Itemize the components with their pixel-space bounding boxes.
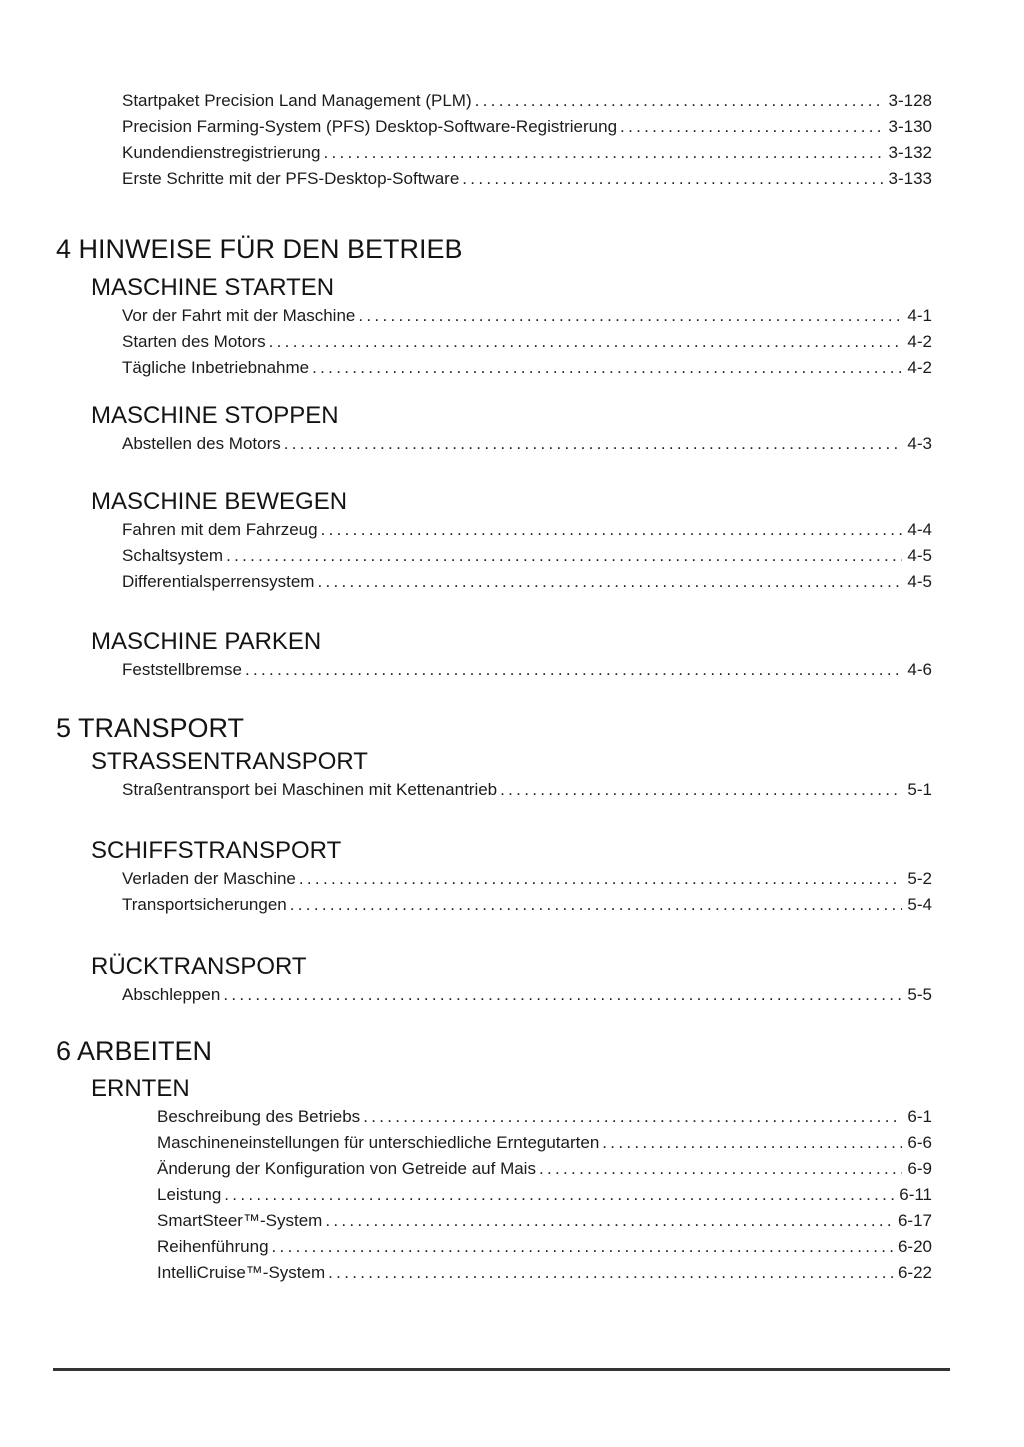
toc-entry-page: 5-2 — [907, 869, 932, 888]
toc-entry-title: Startpaket Precision Land Management (PLM) — [122, 91, 472, 110]
toc-entry-title: Feststellbremse — [122, 660, 242, 679]
dot-leader — [539, 1156, 902, 1182]
dot-leader — [328, 1260, 893, 1286]
toc-entry-title: Kundendienstregistrierung — [122, 143, 321, 162]
section-heading-ernten: ERNTEN — [91, 1075, 190, 1102]
toc-entry-title: Reihenführung — [157, 1237, 269, 1256]
chapter-heading-4: 4 HINWEISE FÜR DEN BETRIEB — [56, 234, 463, 264]
toc-entry-row — [122, 517, 932, 543]
dot-leader — [602, 1130, 902, 1156]
toc-entry-page: 6-9 — [907, 1159, 932, 1178]
dot-leader — [224, 1182, 894, 1208]
toc-entry-title: Erste Schritte mit der PFS-Desktop-Software — [122, 169, 460, 188]
section-heading-maschine-starten: MASCHINE STARTEN — [91, 274, 335, 301]
toc-entry-row — [122, 355, 932, 381]
toc-entry-row — [122, 982, 932, 1008]
toc-entry-page: 6-1 — [907, 1107, 932, 1126]
dot-leader — [272, 1234, 893, 1260]
toc-entry-title: Änderung der Konfiguration von Getreide auf Mais — [157, 1159, 536, 1178]
toc-intro-block — [0, 88, 1024, 192]
toc-entry-page: 5-4 — [907, 895, 932, 914]
toc-entry-page: 6-11 — [899, 1185, 932, 1204]
toc-entry-row — [157, 1156, 932, 1182]
dot-leader — [299, 866, 903, 892]
toc-entry-title: Leistung — [157, 1185, 222, 1204]
toc-entry-row — [122, 140, 932, 166]
toc-entry-page: 4-1 — [907, 306, 932, 325]
toc-entry-row — [122, 657, 932, 683]
dot-leader — [284, 431, 903, 457]
dot-leader — [269, 329, 903, 355]
toc-entry-page: 6-6 — [907, 1133, 932, 1152]
toc-entry-row — [122, 431, 932, 457]
section-heading-maschine-bewegen: MASCHINE BEWEGEN — [91, 488, 348, 515]
toc-entry-page: 6-17 — [897, 1211, 932, 1230]
toc-entry-page: 4-5 — [907, 546, 932, 565]
toc-entry-page: 3-130 — [888, 117, 932, 136]
toc-entry-title: Differentialsperrensystem — [122, 572, 315, 591]
toc-entry-row — [122, 166, 932, 192]
toc-entry-row — [122, 303, 932, 329]
toc-entry-page: 6-20 — [897, 1237, 932, 1256]
toc-entry-row — [157, 1234, 932, 1260]
toc-entry-page: 4-3 — [907, 434, 932, 453]
dot-leader — [325, 1208, 893, 1234]
toc-entry-title: Vor der Fahrt mit der Maschine — [122, 306, 356, 325]
section-heading-strassentransport: STRASSENTRANSPORT — [91, 748, 368, 775]
dot-leader — [620, 114, 883, 140]
toc-entry-page: 6-22 — [897, 1263, 932, 1282]
toc-entry-title: Schaltsystem — [122, 546, 224, 565]
dot-leader — [226, 543, 902, 569]
dot-leader — [462, 166, 883, 192]
toc-entry-row — [122, 88, 932, 114]
dot-leader — [317, 569, 902, 595]
dot-leader — [321, 517, 903, 543]
dot-leader — [245, 657, 902, 683]
toc-entry-title: Starten des Motors — [122, 332, 266, 351]
toc-entry-title: Fahren mit dem Fahrzeug — [122, 520, 318, 539]
toc-entry-row — [122, 777, 932, 803]
toc-entry-page: 5-5 — [907, 985, 932, 1004]
toc-entry-title: Verladen der Maschine — [122, 869, 296, 888]
footer-rule — [53, 1368, 950, 1371]
toc-entry-row — [157, 1260, 932, 1286]
toc-entry-row — [122, 114, 932, 140]
toc-entry-title: Precision Farming-System (PFS) Desktop-Software-Registrierung — [122, 117, 618, 136]
chapter-heading-6: 6 ARBEITEN — [56, 1036, 213, 1066]
dot-leader — [475, 88, 884, 114]
toc-entry-row — [122, 569, 932, 595]
toc-entry-row — [157, 1182, 932, 1208]
chapter-heading-5: 5 TRANSPORT — [56, 713, 245, 743]
toc-entry-row — [122, 543, 932, 569]
dot-leader — [500, 777, 902, 803]
toc-entry-title: SmartSteer™-System — [157, 1211, 323, 1230]
toc-entry-title: Straßentransport bei Maschinen mit Kettenantrieb — [122, 780, 498, 799]
section-heading-maschine-stoppen: MASCHINE STOPPEN — [91, 402, 339, 429]
toc-entry-page: 4-2 — [907, 332, 932, 351]
dot-leader — [223, 982, 902, 1008]
toc-entry-page: 4-2 — [907, 358, 932, 377]
toc-entry-row — [122, 329, 932, 355]
toc-entry-page: 4-6 — [907, 660, 932, 679]
toc-entry-title: IntelliCruise™-System — [157, 1263, 326, 1282]
section-heading-maschine-parken: MASCHINE PARKEN — [91, 628, 322, 655]
dot-leader — [358, 303, 902, 329]
dot-leader — [290, 892, 903, 918]
toc-entry-row — [157, 1208, 932, 1234]
toc-entry-page: 5-1 — [907, 780, 932, 799]
section-heading-schiffstransport: SCHIFFSTRANSPORT — [91, 837, 342, 864]
toc-entry-title: Transportsicherungen — [122, 895, 287, 914]
toc-entry-title: Abstellen des Motors — [122, 434, 281, 453]
dot-leader — [363, 1104, 902, 1130]
toc-entry-page: 4-4 — [907, 520, 932, 539]
toc-entry-row — [157, 1104, 932, 1130]
toc-entry-page: 3-128 — [888, 91, 932, 110]
toc-entry-page: 4-5 — [907, 572, 932, 591]
toc-entry-title: Tägliche Inbetriebnahme — [122, 358, 310, 377]
toc-entry-title: Maschineneinstellungen für unterschiedliche Erntegutarten — [157, 1133, 600, 1152]
toc-entry-page: 3-133 — [888, 169, 932, 188]
toc-entry-row — [122, 866, 932, 892]
toc-entry-title: Abschleppen — [122, 985, 221, 1004]
dot-leader — [323, 140, 883, 166]
toc-entry-title: Beschreibung des Betriebs — [157, 1107, 361, 1126]
toc-entry-row — [157, 1130, 932, 1156]
section-heading-ruecktransport: RÜCKTRANSPORT — [91, 953, 307, 980]
toc-entry-page: 3-132 — [888, 143, 932, 162]
toc-entry-row — [122, 892, 932, 918]
dot-leader — [312, 355, 902, 381]
